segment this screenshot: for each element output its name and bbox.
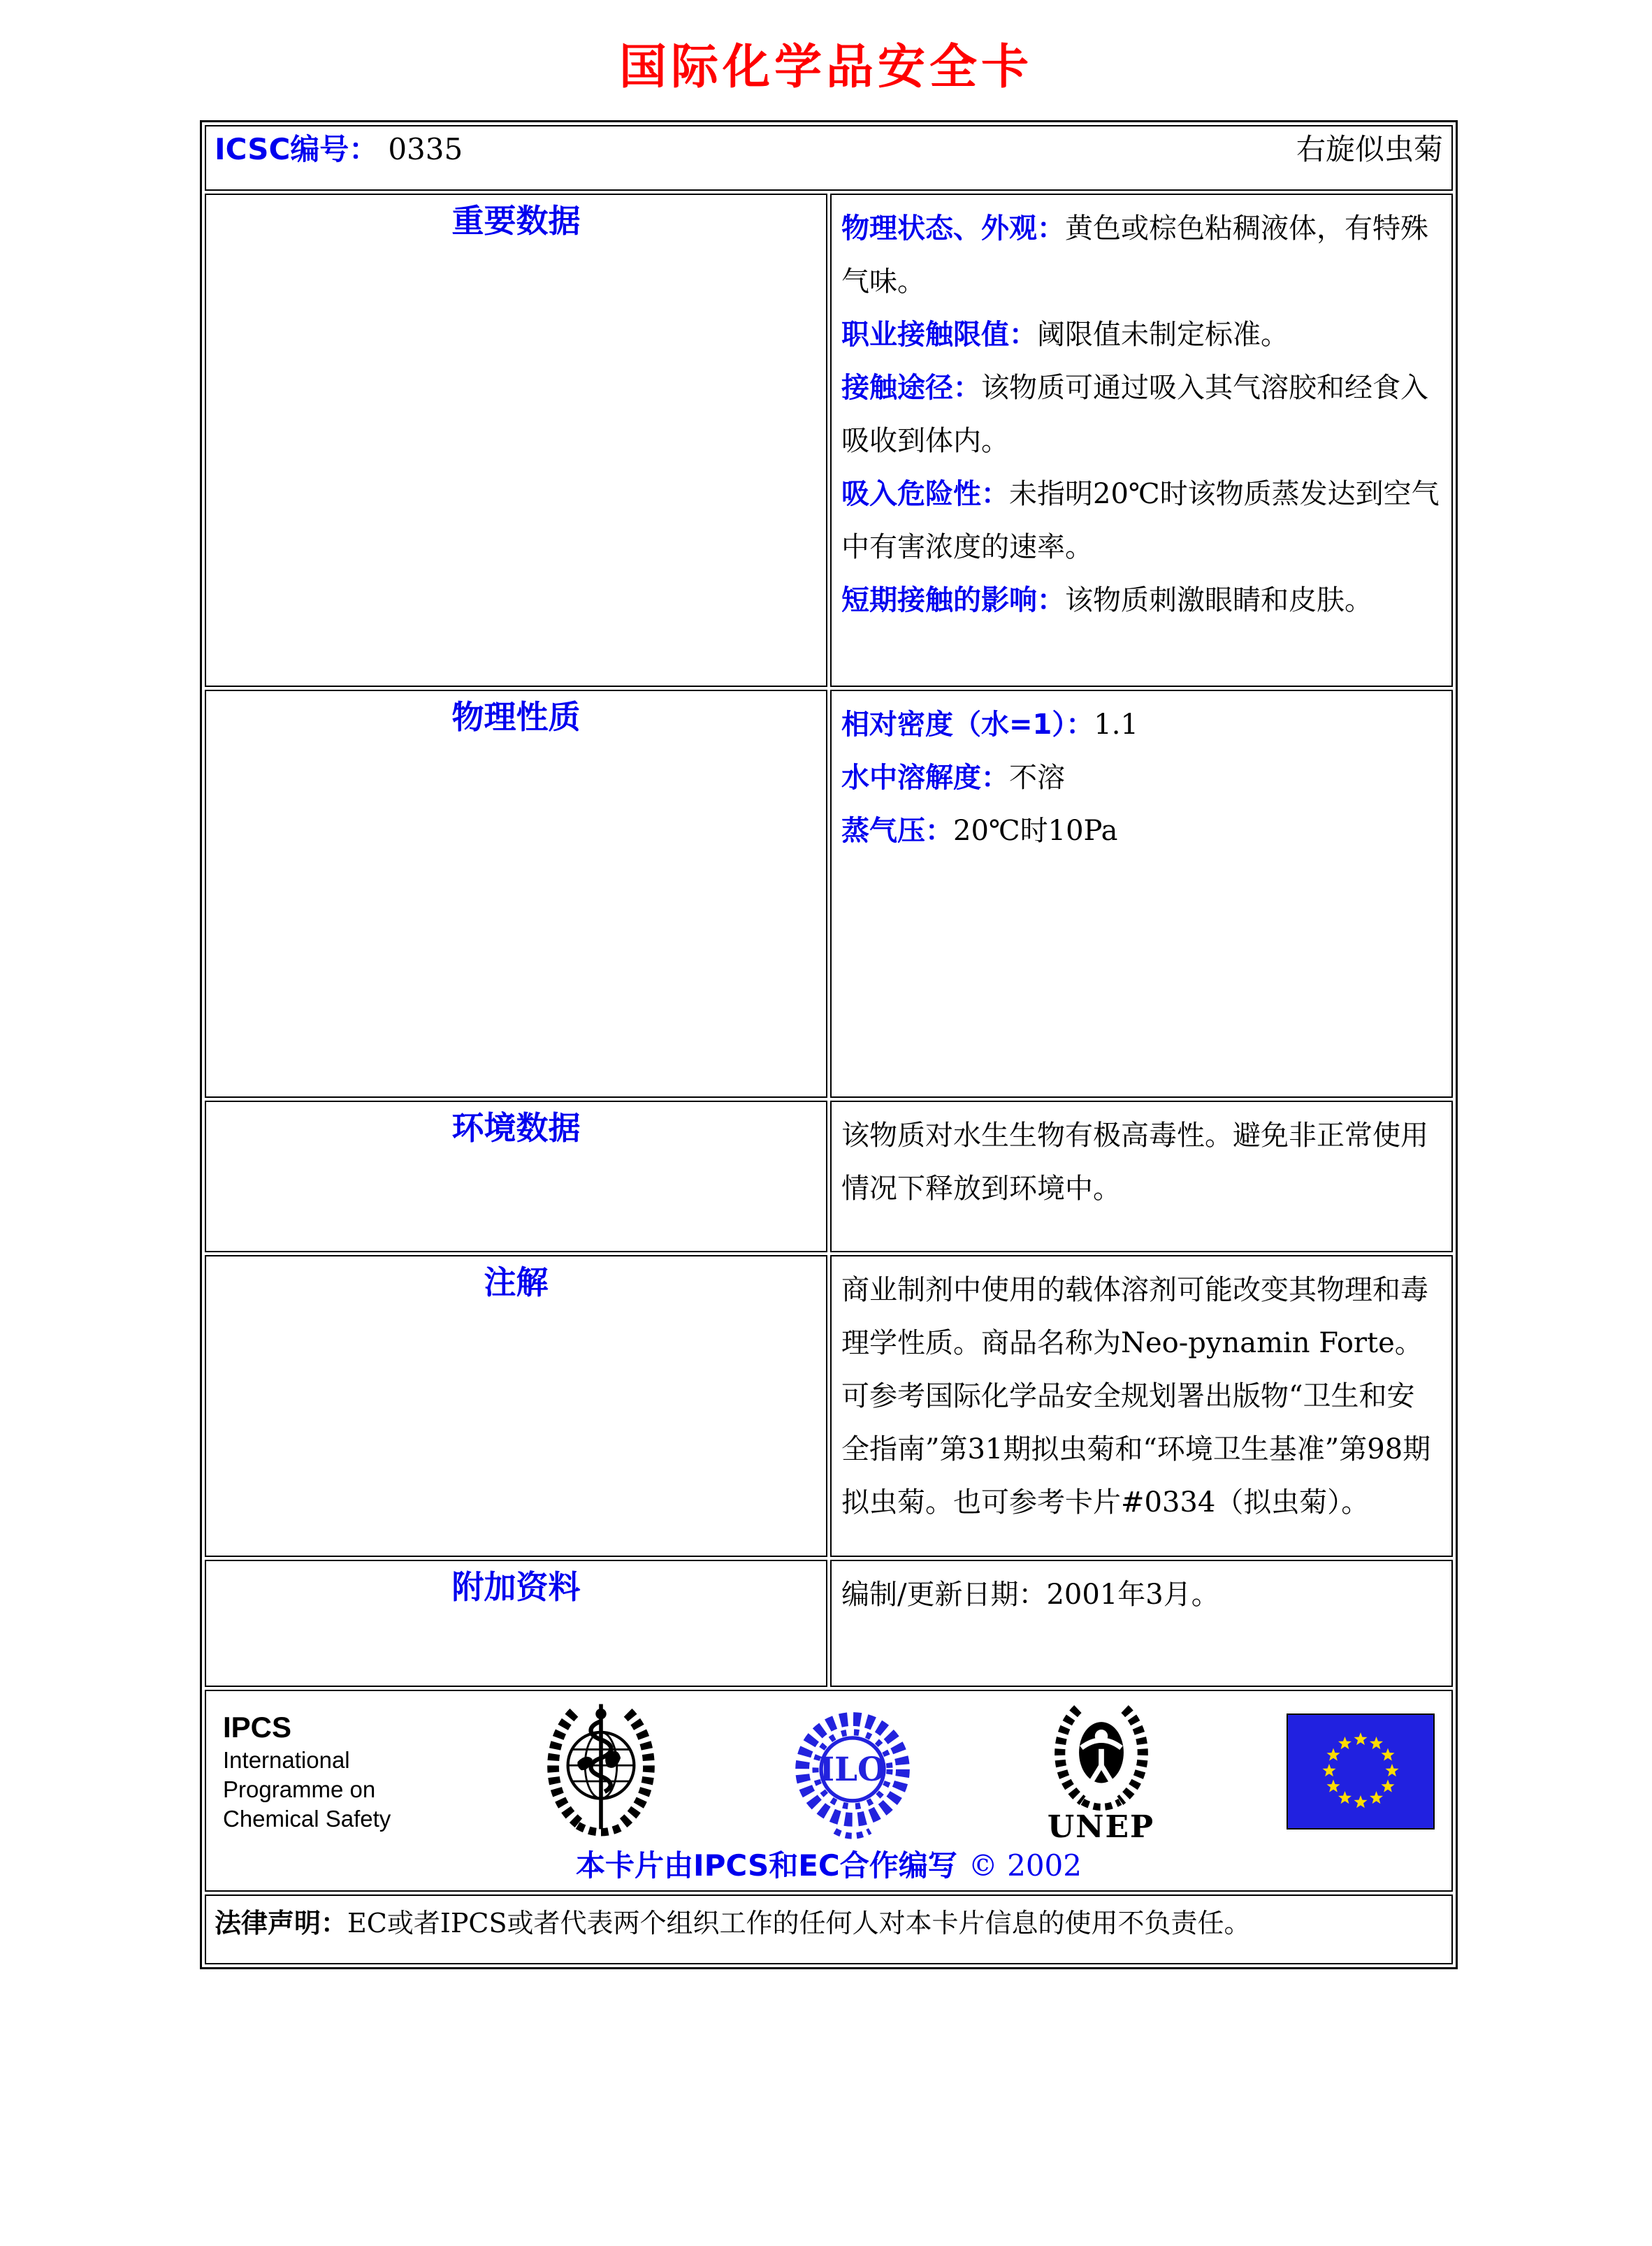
header-row [205,125,1453,191]
field-relative-density [841,698,1442,751]
row-logos [205,1690,1453,1892]
footer-copyright: © 2002 [968,1848,1082,1883]
ipcs-acronym: IPCS [223,1711,292,1744]
field-name: 吸入危险性： [841,478,1009,510]
ipcs-block [223,1709,412,1834]
unep-logo [1043,1700,1160,1843]
icsc-number-value: 0335 [388,132,463,166]
field-occupational-limits [841,308,1442,361]
field-value: 黄色或棕色粘稠液体，有特殊气味。 [841,212,1428,298]
ilo-letters: ILO [819,1750,886,1789]
who-logo [539,1697,663,1846]
ipcs-line-3: Chemical Safety [223,1806,391,1832]
field-exposure-routes [841,361,1442,468]
section-label-important-data: 重要数据 [205,194,827,687]
logo-strip [213,1697,1444,1846]
header-cell [205,125,1453,191]
section-content-physical-properties [830,690,1453,1098]
field-physical-state [841,202,1442,308]
footer-caption-text: 本卡片由IPCS和EC合作编写 [575,1848,957,1883]
logos-cell [205,1690,1453,1892]
legal-cell [205,1894,1453,1964]
eu-flag-icon [1287,1714,1435,1830]
section-label-physical-properties: 物理性质 [205,690,827,1098]
who-logo-icon [539,1697,663,1846]
row-environmental-data [205,1101,1453,1252]
field-water-solubility [841,751,1442,804]
row-additional-info [205,1560,1453,1687]
row-notes [205,1255,1453,1557]
icsc-number-group [215,126,463,168]
field-value: 不溶 [1009,762,1065,794]
section-content-additional-info: 编制/更新日期：2001年3月。 [830,1560,1453,1687]
ipcs-line-1: International [223,1747,350,1773]
field-name: 职业接触限值： [841,319,1037,351]
row-physical-properties [205,690,1453,1098]
field-name: 相对密度（水=1）： [841,709,1094,741]
field-name: 物理状态、外观： [841,212,1065,245]
footer-caption [213,1846,1444,1885]
page-title: 国际化学品安全卡 [618,39,1033,95]
field-value: 1.1 [1094,709,1138,741]
ilo-logo [790,1700,915,1843]
field-value: 阈限值未制定标准。 [1037,319,1289,351]
legal-notice-label: 法律声明： [215,1908,348,1939]
field-inhalation-risk [841,468,1442,574]
section-content-important-data [830,194,1453,687]
field-name: 接触途径： [841,372,981,404]
chemical-name: 右旋似虫菊 [1296,132,1443,166]
field-short-term-effects [841,574,1442,627]
field-name: 短期接触的影响： [841,584,1065,616]
field-value: 该物质可通过吸入其气溶胶和经食入吸收到体内。 [841,372,1428,457]
section-label-notes: 注解 [205,1255,827,1557]
unep-logo-icon [1043,1700,1160,1811]
legal-notice-text: EC或者IPCS或者代表两个组织工作的任何人对本卡片信息的使用不负责任。 [347,1908,1251,1939]
icsc-card-table [200,120,1458,1969]
field-value: 未指明20℃时该物质蒸发达到空气中有害浓度的速率。 [841,478,1440,563]
field-name: 水中溶解度： [841,762,1009,794]
eu-flag [1287,1714,1435,1830]
row-important-data [205,194,1453,687]
field-vapor-pressure [841,804,1442,857]
section-content-notes: 商业制剂中使用的载体溶剂可能改变其物理和毒理学性质。商品名称为Neo-pynamin Forte。可参考国际化学品安全规划署出版物“卫生和安全指南”第31期拟虫菊和“环境卫生基准”第98期拟虫菊。也可参考卡片#0334（拟虫菊）。 [830,1255,1453,1557]
unep-label: UNEP [1047,1809,1155,1845]
ipcs-line-2: Programme on [223,1776,376,1802]
section-label-additional-info: 附加资料 [205,1560,827,1687]
field-value: 20℃时10Pa [953,815,1118,847]
row-legal [205,1894,1453,1964]
field-value: 该物质刺激眼睛和皮肤。 [1065,584,1372,616]
icsc-number-label: ICSC编号： [215,132,379,166]
section-content-environmental-data: 该物质对水生生物有极高毒性。避免非正常使用情况下释放到环境中。 [830,1101,1453,1252]
field-name: 蒸气压： [841,815,953,847]
section-label-environmental-data: 环境数据 [205,1101,827,1252]
ilo-logo-icon [790,1700,915,1843]
